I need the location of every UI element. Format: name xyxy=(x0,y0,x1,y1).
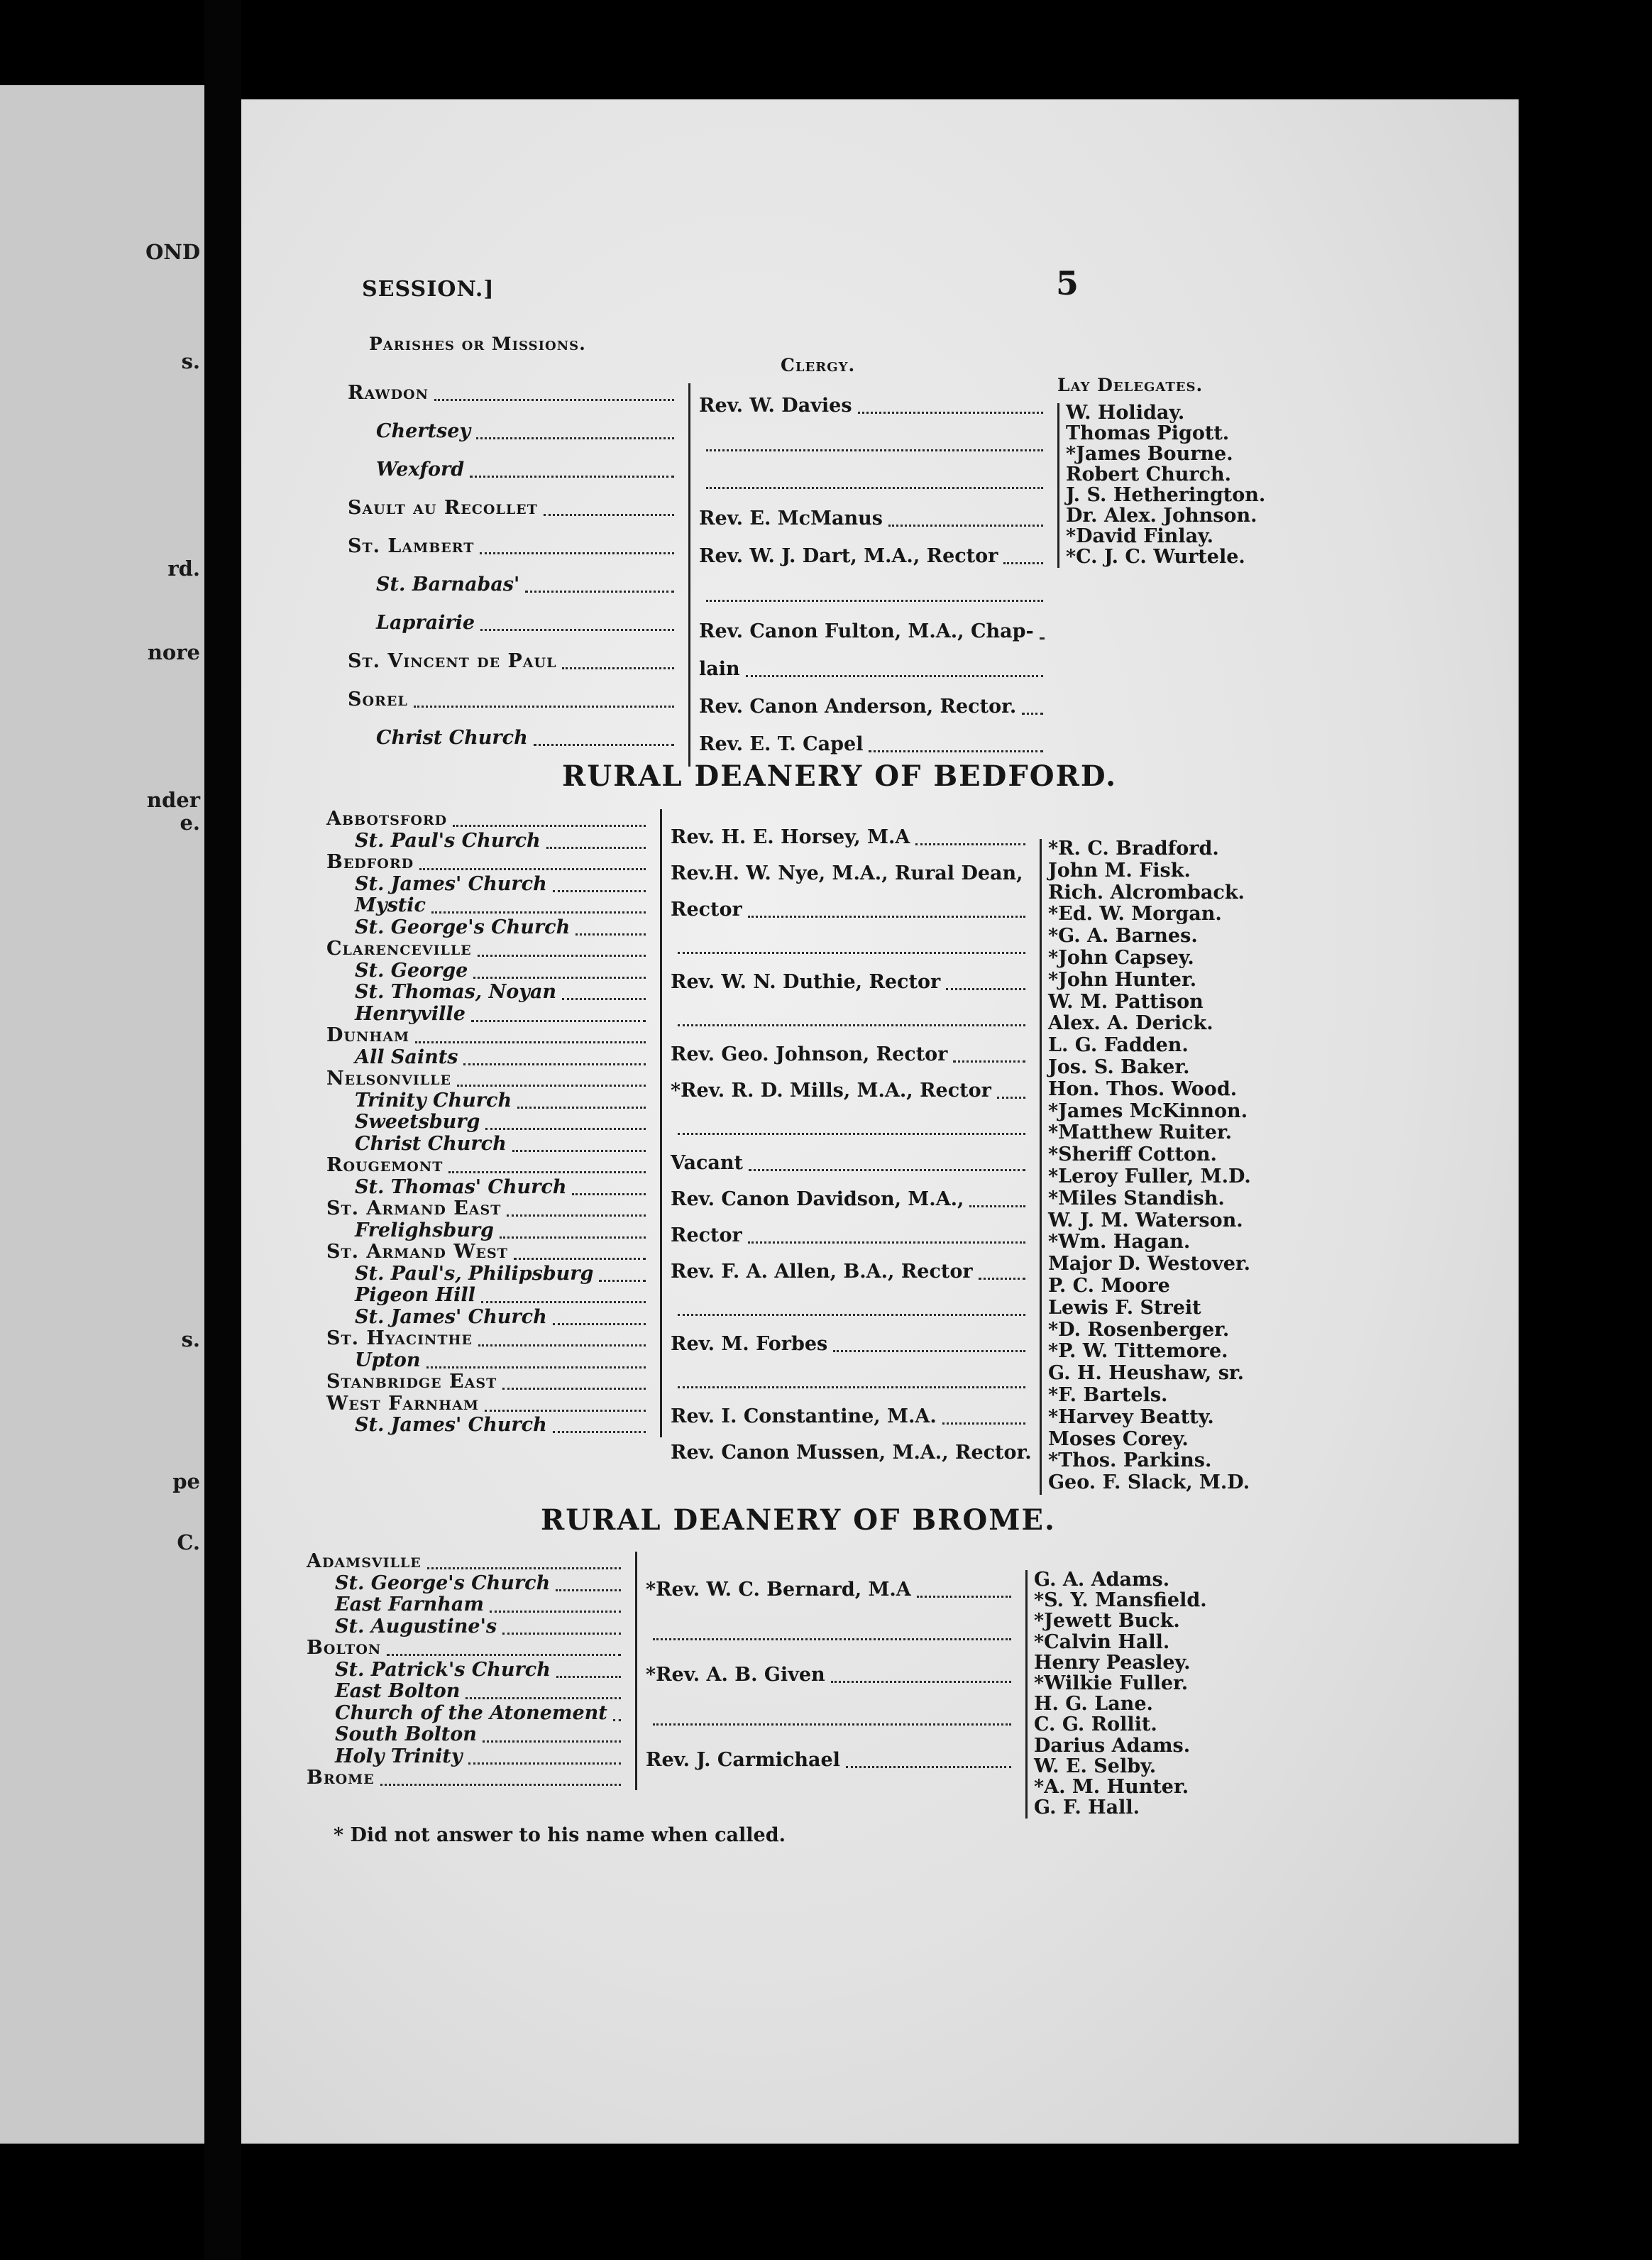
lay-delegate: W. Holiday. xyxy=(1066,402,1185,424)
lay-delegate: Major D. Westover. xyxy=(1048,1253,1251,1276)
lay-brace xyxy=(1025,1570,1028,1819)
leader-dots xyxy=(831,1681,1011,1683)
lay-delegate: Thomas Pigott. xyxy=(1066,422,1230,444)
clergy-name: Rector xyxy=(671,1224,742,1246)
parish-name: St. Armand West xyxy=(326,1241,508,1263)
clergy-name: Rev. Canon Fulton, M.A., Chap- xyxy=(699,620,1034,642)
leader-dots xyxy=(470,476,674,478)
leader-dots xyxy=(599,1280,646,1282)
parish-name: Nelsonville xyxy=(326,1068,451,1090)
lay-delegate: Henry Peasley. xyxy=(1034,1651,1191,1674)
leader-dots xyxy=(426,1366,646,1368)
leader-dots xyxy=(481,1301,646,1303)
parish-name: Laprairie xyxy=(376,612,475,634)
parish-name: St. Hyacinthe xyxy=(326,1327,473,1349)
leader-dots xyxy=(502,1633,621,1635)
lay-delegate: *Thos. Parkins. xyxy=(1048,1449,1212,1472)
lay-delegate: G. H. Heushaw, sr. xyxy=(1048,1362,1245,1385)
lay-delegate: *Sheriff Cotton. xyxy=(1048,1143,1217,1166)
leader-dots xyxy=(500,1236,646,1239)
facing-page-fragment: s. xyxy=(181,349,200,373)
book-gutter xyxy=(204,0,241,2260)
leader-dots xyxy=(748,1241,1025,1244)
parish-name: Christ Church xyxy=(355,1132,507,1155)
leader-dots xyxy=(525,591,674,593)
leader-dots xyxy=(485,1410,646,1412)
lay-delegate: *F. Bartels. xyxy=(1048,1384,1168,1406)
parish-name: Chertsey xyxy=(376,420,471,442)
lay-delegate: W. M. Pattison xyxy=(1048,990,1204,1013)
facing-page-fragment: s. xyxy=(181,1327,200,1351)
leader-dots xyxy=(1003,562,1043,564)
parish-name: St. James' Church xyxy=(355,1305,547,1328)
parish-name: Trinity Church xyxy=(355,1089,512,1112)
parish-name: Mystic xyxy=(355,894,426,916)
leader-dots xyxy=(502,1388,646,1390)
lay-delegate: Jos. S. Baker. xyxy=(1048,1056,1190,1078)
leader-dots xyxy=(858,412,1043,414)
lay-delegate: J. S. Hetherington. xyxy=(1066,484,1266,506)
page-number: 5 xyxy=(1056,264,1079,302)
leader-dots xyxy=(915,843,1025,845)
leader-dots xyxy=(917,1596,1011,1598)
lay-delegate: W. E. Selby. xyxy=(1034,1755,1157,1777)
lay-delegate: *David Finlay. xyxy=(1066,525,1214,547)
lay-delegate: Hon. Thos. Wood. xyxy=(1048,1077,1238,1100)
column-head-parishes: Parishes or Missions. xyxy=(369,334,586,354)
leader-dots xyxy=(706,449,1043,451)
leader-dots xyxy=(556,1676,621,1678)
lay-delegate: G. F. Hall. xyxy=(1034,1797,1140,1819)
footnote: * Did not answer to his name when called. xyxy=(334,1824,786,1846)
leader-dots xyxy=(678,1133,1025,1135)
leader-dots xyxy=(953,1060,1025,1063)
clergy-name: Rev. Geo. Johnson, Rector xyxy=(671,1043,948,1065)
leader-dots xyxy=(678,1386,1025,1388)
leader-dots xyxy=(969,1205,1025,1207)
leader-dots xyxy=(979,1278,1025,1280)
leader-dots xyxy=(507,1214,646,1217)
leader-dots xyxy=(1022,713,1043,715)
lay-delegate: *James McKinnon. xyxy=(1048,1099,1248,1122)
lay-delegate: *John Capsey. xyxy=(1048,947,1194,969)
lay-delegate: *Harvey Beatty. xyxy=(1048,1405,1214,1428)
clergy-name: Rev. E. T. Capel xyxy=(699,733,864,755)
lay-delegate: Lewis F. Streit xyxy=(1048,1296,1201,1319)
clergy-brace xyxy=(635,1552,637,1790)
parish-name: St. Armand East xyxy=(326,1197,502,1219)
lay-delegate: John M. Fisk. xyxy=(1048,859,1191,882)
lay-delegate: *Ed. W. Morgan. xyxy=(1048,903,1222,926)
parish-name: All Saints xyxy=(355,1046,458,1068)
leader-dots xyxy=(748,916,1025,918)
parish-name: St. George's Church xyxy=(355,916,571,938)
leader-dots xyxy=(471,1020,646,1022)
parish-name: St. George's Church xyxy=(335,1571,551,1594)
leader-dots xyxy=(749,1169,1025,1171)
leader-dots xyxy=(485,1128,646,1130)
lay-delegate: *D. Rosenberger. xyxy=(1048,1318,1230,1341)
leader-dots xyxy=(653,1638,1011,1640)
lay-delegate: *John Hunter. xyxy=(1048,968,1197,991)
clergy-name: Rev. F. A. Allen, B.A., Rector xyxy=(671,1261,973,1283)
lay-delegate: *Miles Standish. xyxy=(1048,1187,1225,1209)
clergy-name: Rev. Canon Anderson, Rector. xyxy=(699,696,1017,718)
parish-name: Rougemont xyxy=(326,1154,444,1176)
lay-delegate: *P. W. Tittemore. xyxy=(1048,1340,1228,1363)
clergy-name: Rev. W. J. Dart, M.A., Rector xyxy=(699,545,998,567)
section-title-brome: RURAL DEANERY OF BROME. xyxy=(541,1503,1056,1537)
parish-name: Upton xyxy=(355,1349,421,1371)
parish-name: South Bolton xyxy=(335,1723,477,1745)
leader-dots xyxy=(706,600,1043,602)
leader-dots xyxy=(463,1063,646,1065)
facing-page-fragment: C. xyxy=(177,1530,200,1554)
leader-dots xyxy=(387,1654,621,1656)
leader-dots xyxy=(427,1567,621,1569)
leader-dots xyxy=(706,487,1043,489)
leader-dots xyxy=(653,1723,1011,1726)
lay-delegate: G. A. Adams. xyxy=(1034,1569,1170,1591)
clergy-name: Rev. H. E. Horsey, M.A xyxy=(671,826,910,848)
leader-dots xyxy=(678,1024,1025,1026)
leader-dots xyxy=(833,1350,1025,1352)
leader-dots xyxy=(512,1150,646,1152)
leader-dots xyxy=(613,1719,621,1721)
facing-page-fragment: rd. xyxy=(167,556,200,581)
leader-dots xyxy=(473,977,646,979)
parish-name: Church of the Atonement xyxy=(335,1701,607,1724)
clergy-brace xyxy=(660,809,662,1437)
clergy-name: Rev.H. W. Nye, M.A., Rural Dean, xyxy=(671,862,1023,884)
lay-delegate: *James Bourne. xyxy=(1066,443,1233,465)
facing-page-fragment: OND xyxy=(145,240,200,264)
lay-brace xyxy=(1057,403,1059,568)
lay-delegate: *Matthew Ruiter. xyxy=(1048,1121,1233,1144)
lay-delegate: *G. A. Barnes. xyxy=(1048,925,1198,948)
leader-dots xyxy=(942,1422,1025,1425)
lay-delegate: Dr. Alex. Johnson. xyxy=(1066,505,1257,527)
parish-name: St. Thomas, Noyan xyxy=(355,981,557,1003)
leader-dots xyxy=(431,911,646,914)
parish-name: Brome xyxy=(307,1767,375,1789)
parish-name: Pigeon Hill xyxy=(355,1284,475,1306)
clergy-name: Rev. Canon Mussen, M.A., Rector. xyxy=(671,1442,1032,1464)
parish-name: Clarenceville xyxy=(326,938,472,960)
parish-name: Christ Church xyxy=(376,727,528,749)
leader-dots xyxy=(490,1611,621,1613)
parish-name: St. Thomas' Church xyxy=(355,1175,567,1198)
parish-name: St. Barnabas' xyxy=(376,574,520,596)
lay-delegate: Geo. F. Slack, M.D. xyxy=(1048,1471,1250,1494)
parish-name: Sorel xyxy=(348,689,408,711)
leader-dots xyxy=(478,955,646,957)
parish-name: St. Paul's Church xyxy=(355,829,541,852)
leader-dots xyxy=(997,1097,1025,1099)
parish-name: Frelighsburg xyxy=(355,1219,494,1241)
leader-dots xyxy=(562,667,674,669)
clergy-brace xyxy=(688,383,690,767)
parish-name: West Farnham xyxy=(326,1392,479,1415)
parish-name: St. Lambert xyxy=(348,535,475,557)
lay-delegate: Rich. Alcromback. xyxy=(1048,881,1245,904)
clergy-name: lain xyxy=(699,658,740,680)
leader-dots xyxy=(380,1784,621,1786)
leader-dots xyxy=(457,1085,646,1087)
leader-dots xyxy=(869,750,1043,752)
clergy-name: Rev. Canon Davidson, M.A., xyxy=(671,1188,964,1210)
parish-name: Holy Trinity xyxy=(335,1745,463,1767)
leader-dots xyxy=(415,1041,646,1043)
leader-dots xyxy=(556,1589,621,1591)
parish-name: Bolton xyxy=(307,1637,382,1659)
clergy-name: *Rev. R. D. Mills, M.A., Rector xyxy=(671,1080,991,1102)
parish-name: St. James' Church xyxy=(355,872,547,895)
clergy-name: Vacant xyxy=(671,1152,744,1174)
lay-delegate: *C. J. C. Wurtele. xyxy=(1066,546,1245,568)
parish-name: Dunham xyxy=(326,1024,410,1046)
facing-page-fragment: pe xyxy=(172,1469,200,1493)
lay-delegate: *Jewett Buck. xyxy=(1034,1610,1180,1633)
clergy-name: Rev. W. Davies xyxy=(699,395,852,417)
parish-name: Rawdon xyxy=(348,382,429,404)
lay-delegate: W. J. M. Waterson. xyxy=(1048,1209,1243,1232)
lay-delegate: Robert Church. xyxy=(1066,463,1232,486)
parish-name: St. George xyxy=(355,959,468,982)
leader-dots xyxy=(572,1193,646,1195)
leader-dots xyxy=(888,525,1043,527)
parish-name: Sault au Recollet xyxy=(348,497,538,519)
parish-name: Henryville xyxy=(355,1002,466,1025)
leader-dots xyxy=(546,847,646,849)
parish-name: Stanbridge East xyxy=(326,1371,497,1393)
leader-dots xyxy=(483,1740,621,1743)
leader-dots xyxy=(480,552,674,554)
lay-delegate: *Wm. Hagan. xyxy=(1048,1231,1191,1254)
leader-dots xyxy=(678,952,1025,954)
parish-name: Adamsville xyxy=(307,1550,422,1572)
leader-dots xyxy=(1040,637,1043,640)
leader-dots xyxy=(466,1697,621,1699)
parish-name: Wexford xyxy=(376,459,465,481)
leader-dots xyxy=(468,1762,621,1765)
lay-delegate: *A. M. Hunter. xyxy=(1034,1776,1189,1798)
leader-dots xyxy=(480,629,674,631)
leader-dots xyxy=(476,437,674,439)
lay-brace xyxy=(1040,839,1042,1495)
leader-dots xyxy=(553,890,646,892)
leader-dots xyxy=(553,1431,646,1433)
clergy-name: Rev. J. Carmichael xyxy=(646,1749,840,1771)
leader-dots xyxy=(534,744,674,746)
parish-name: Abbotsford xyxy=(326,808,448,830)
facing-page-edge xyxy=(0,85,204,2144)
parish-name: Bedford xyxy=(326,851,414,873)
lay-delegate: *Calvin Hall. xyxy=(1034,1630,1170,1653)
lay-delegate: Moses Corey. xyxy=(1048,1427,1189,1450)
leader-dots xyxy=(746,675,1043,677)
facing-page-fragment: e. xyxy=(180,811,200,835)
leader-dots xyxy=(544,514,674,516)
leader-dots xyxy=(562,998,646,1000)
parish-name: St. James' Church xyxy=(355,1414,547,1436)
leader-dots xyxy=(414,706,674,708)
section-title-bedford: RURAL DEANERY OF BEDFORD. xyxy=(562,759,1118,793)
session-header: SESSION.] xyxy=(362,277,495,302)
leader-dots xyxy=(846,1766,1011,1768)
facing-page-fragment: nder xyxy=(146,788,200,812)
clergy-name: Rev. I. Constantine, M.A. xyxy=(671,1405,937,1427)
lay-delegate: Darius Adams. xyxy=(1034,1734,1191,1757)
clergy-name: Rev. M. Forbes xyxy=(671,1333,828,1355)
lay-delegate: Alex. A. Derick. xyxy=(1048,1012,1213,1035)
parish-name: East Bolton xyxy=(335,1680,461,1702)
lay-delegate: *Wilkie Fuller. xyxy=(1034,1672,1189,1694)
leader-dots xyxy=(419,868,646,870)
clergy-name: Rev. W. N. Duthie, Rector xyxy=(671,971,941,993)
leader-dots xyxy=(514,1258,646,1260)
lay-delegate: *R. C. Bradford. xyxy=(1048,838,1219,860)
parish-name: St. Augustine's xyxy=(335,1615,497,1638)
clergy-name: *Rev. A. B. Given xyxy=(646,1664,825,1686)
column-head-lay-delegates: Lay Delegates. xyxy=(1057,375,1204,395)
parish-name: Sweetsburg xyxy=(355,1111,480,1133)
leader-dots xyxy=(946,988,1025,990)
clergy-name: *Rev. W. C. Bernard, M.A xyxy=(646,1579,911,1601)
leader-dots xyxy=(434,399,674,401)
document-page xyxy=(241,99,1519,2144)
lay-delegate: *S. Y. Mansfield. xyxy=(1034,1589,1207,1612)
leader-dots xyxy=(453,825,646,827)
clergy-name: Rector xyxy=(671,899,742,921)
leader-dots xyxy=(448,1171,646,1173)
parish-name: St. Vincent de Paul xyxy=(348,650,557,672)
column-head-clergy: Clergy. xyxy=(781,355,856,375)
lay-delegate: L. G. Fadden. xyxy=(1048,1034,1189,1057)
facing-page-fragment: nore xyxy=(147,640,200,664)
leader-dots xyxy=(478,1344,646,1346)
leader-dots xyxy=(553,1323,646,1325)
parish-name: East Farnham xyxy=(335,1593,484,1616)
lay-delegate: C. G. Rollit. xyxy=(1034,1713,1157,1736)
parish-name: St. Paul's, Philipsburg xyxy=(355,1262,594,1285)
lay-delegate: *Leroy Fuller, M.D. xyxy=(1048,1165,1251,1187)
leader-dots xyxy=(576,933,646,936)
leader-dots xyxy=(678,1314,1025,1316)
clergy-name: Rev. E. McManus xyxy=(699,508,883,530)
lay-delegate: H. G. Lane. xyxy=(1034,1693,1153,1716)
leader-dots xyxy=(517,1107,646,1109)
parish-name: St. Patrick's Church xyxy=(335,1658,551,1681)
lay-delegate: P. C. Moore xyxy=(1048,1275,1170,1297)
